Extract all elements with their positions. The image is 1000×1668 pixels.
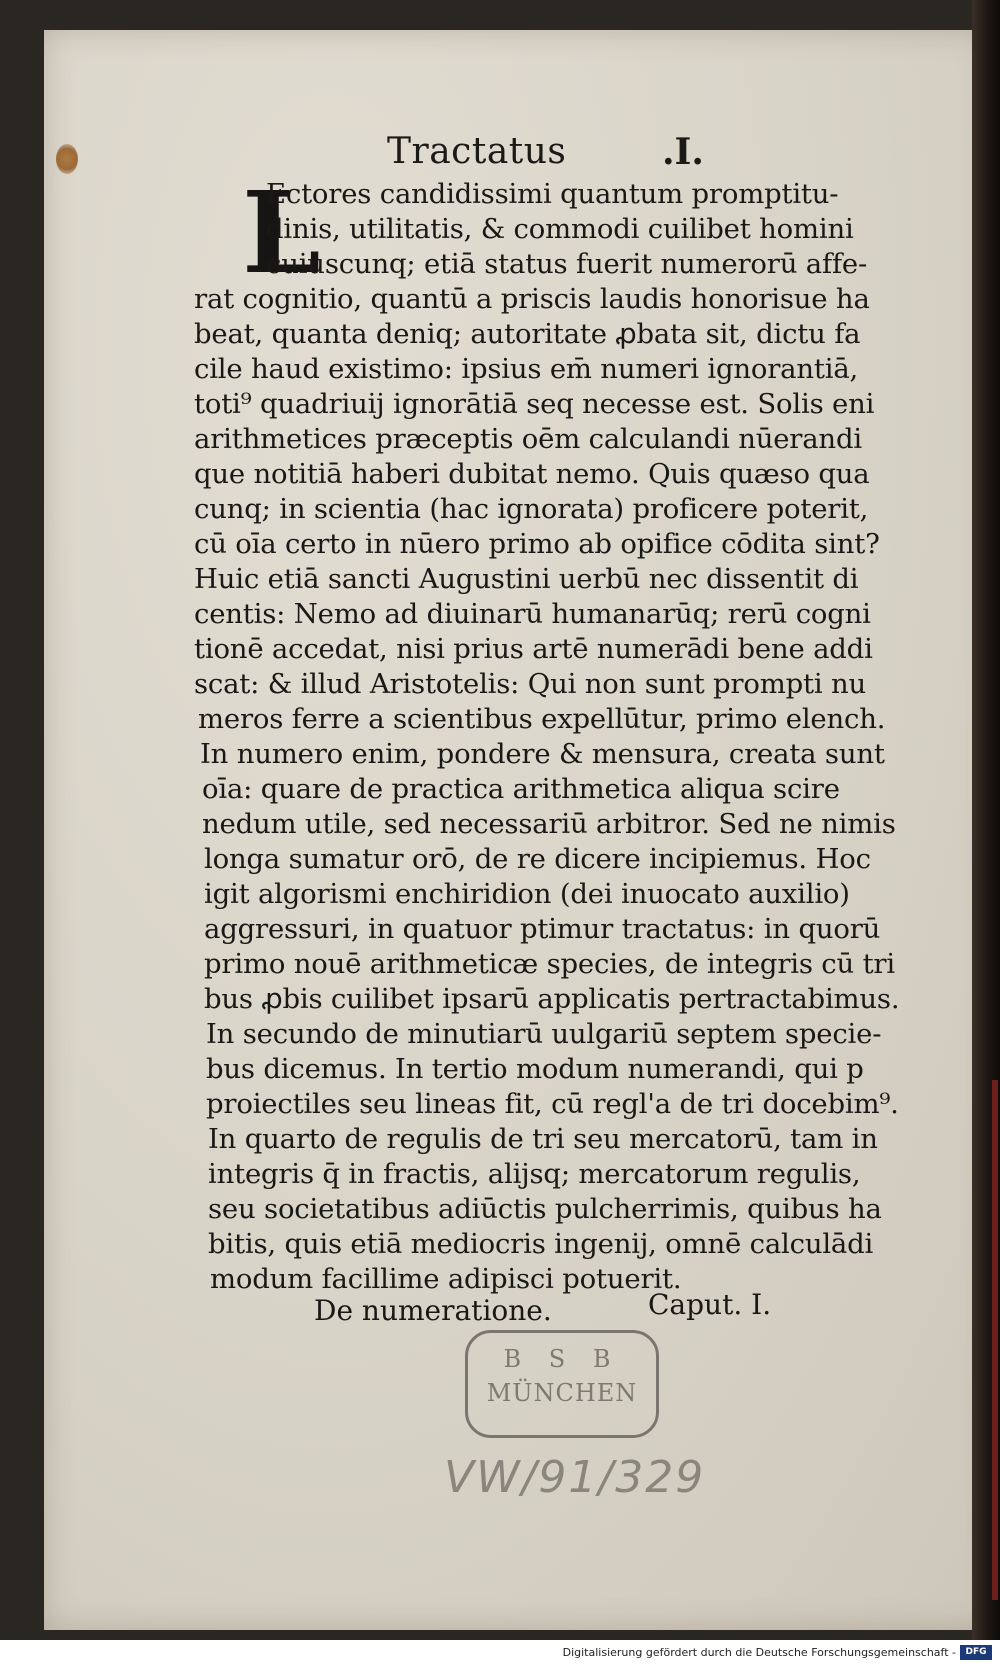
- text-line: longa sumatur orō, de re dicere incipiemus. Hoc: [204, 843, 871, 875]
- text-line: cuiuscunq; etiā status fuerit numerorū affe-: [266, 248, 868, 280]
- text-line: arithmetices præceptis oēm calculandi nūerandi: [194, 423, 862, 455]
- text-line: In secundo de minutiarū uulgariū septem specie-: [206, 1018, 882, 1050]
- text-line: modum facillime adipisci potuerit.: [210, 1263, 682, 1295]
- running-header: [44, 126, 992, 178]
- stamp-initials: B S B: [503, 1345, 621, 1373]
- text-line: tionē accedat, nisi prius artē numerādi bene addi: [194, 633, 873, 665]
- text-line: igit algorismi enchiridion (dei inuocato auxilio): [204, 878, 850, 910]
- text-line: dinis, utilitatis, & commodi cuilibet homini: [266, 213, 854, 245]
- text-line: que notitiā haberi dubitat nemo. Quis quæso qua: [194, 458, 870, 490]
- text-line: bitis, quis etiā mediocris ingenij, omnē calculādi: [208, 1228, 874, 1260]
- text-line: centis: Nemo ad diuinarū humanarūq; rerū cogni: [194, 598, 871, 630]
- text-line: integris q̄ in fractis, alijsq; mercatorum regulis,: [208, 1158, 861, 1190]
- text-line: beat, quanta deniq; autoritate ꝓbata sit, dictu fa: [194, 318, 861, 350]
- text-line: Huic etiā sancti Augustini uerbū nec dissentit di: [194, 563, 859, 595]
- text-line: toti⁹ quadriuij ignorātiā seq necesse est. Solis eni: [194, 388, 875, 420]
- book-binding-edge: [972, 0, 1000, 1640]
- shelfmark: VW/91/329: [444, 1452, 706, 1503]
- footer-credit: Digitalisierung gefördert durch die Deutsche Forschungsgemeinschaft -: [562, 1646, 956, 1659]
- drop-cap: L: [242, 168, 321, 299]
- header-number: .I.: [662, 131, 704, 173]
- text-line: cū oīa certo in nūero primo ab opifice cōdita sint?: [194, 528, 880, 560]
- text-line: bus ꝓbis cuilibet ipsarū applicatis pertractabimus.: [204, 983, 900, 1015]
- chapter-number: Caput. I.: [648, 1288, 772, 1321]
- binding-red-strip: [992, 1080, 998, 1600]
- text-line: aggressuri, in quatuor ptimur tractatus: in quorū: [204, 913, 881, 945]
- footer-bar: [0, 1640, 1000, 1668]
- header-title: Tractatus: [387, 131, 567, 172]
- text-line: oīa: quare de practica arithmetica aliqua scire: [202, 773, 840, 805]
- text-line: meros ferre a scientibus expellūtur, primo elench.: [198, 703, 886, 735]
- text-line: rat cognitio, quantū a priscis laudis honorisue ha: [194, 283, 870, 315]
- paper-page: [44, 30, 992, 1630]
- library-stamp: [465, 1330, 659, 1438]
- text-line: bus dicemus. In tertio modum numerandi, qui p: [206, 1053, 864, 1085]
- text-line: proiectiles seu lineas fit, cū regl'a de tri docebim⁹.: [206, 1088, 899, 1120]
- chapter-heading: De numeratione.: [314, 1294, 552, 1327]
- text-line: seu societatibus adiūctis pulcherrimis, quibus ha: [208, 1193, 882, 1225]
- text-line: nedum utile, sed necessariū arbitror. Sed ne nimis: [202, 808, 896, 840]
- text-line: scat: & illud Aristotelis: Qui non sunt prompti nu: [194, 668, 867, 700]
- text-line: primo nouē arithmeticæ species, de integris cū tri: [204, 948, 895, 980]
- dfg-logo-icon: DFG: [960, 1645, 992, 1660]
- text-line: cunq; in scientia (hac ignorata) proficere poterit,: [194, 493, 869, 525]
- text-line: In numero enim, pondere & mensura, creata sunt: [200, 738, 885, 770]
- text-line: Ectores candidissimi quantum promptitu-: [266, 178, 839, 210]
- text-line: cile haud existimo: ipsius em̄ numeri ignorantiā,: [194, 353, 859, 385]
- text-line: In quarto de regulis de tri seu mercatorū, tam in: [208, 1123, 878, 1155]
- stamp-city: MÜNCHEN: [486, 1379, 638, 1407]
